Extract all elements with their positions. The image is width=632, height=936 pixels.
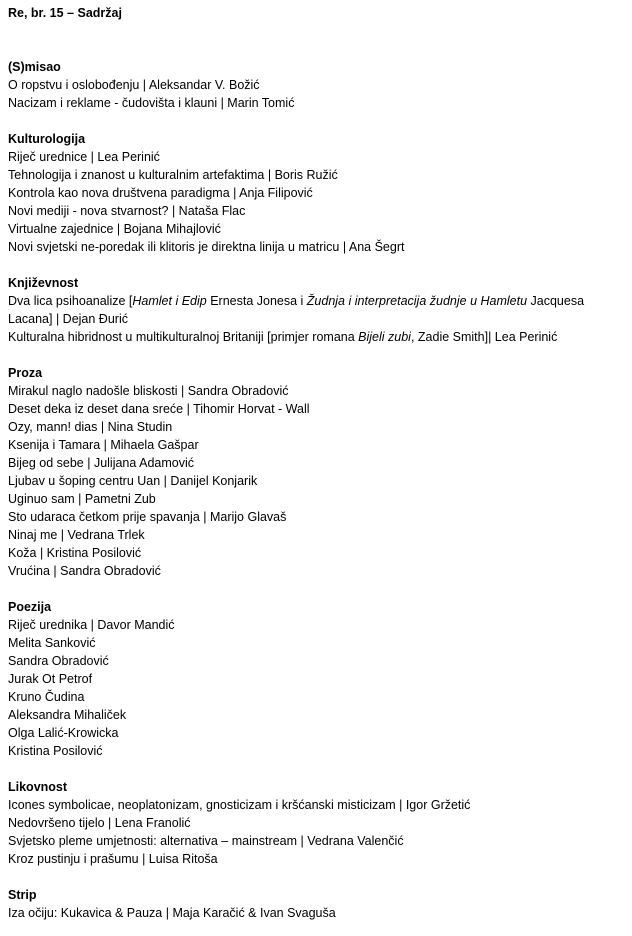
section-heading: Likovnost [8,780,68,794]
contents-entry: Riječ urednice | Lea Perinić [8,150,160,164]
contents-entry: Novi mediji - nova stvarnost? | Nataša Flac [8,204,246,218]
contents-entry: Mirakul naglo nadošle bliskosti | Sandra Obradović [8,384,289,398]
contents-entry [8,292,593,328]
contents-entry: Kroz pustinju i prašumu | Luisa Ritoša [8,852,218,866]
section-smisao [8,58,624,112]
contents-entry [8,328,624,346]
contents-entry: Aleksandra Mihaliček [8,708,127,722]
contents-entry: Ozy, mann! dias | Nina Studin [8,420,173,434]
contents-entry: Koža | Kristina Posilović [8,546,142,560]
section-heading: Strip [8,888,37,902]
contents-entry: Vrućina | Sandra Obradović [8,564,161,578]
entry-italic-title: Bijeli zubi [358,330,411,344]
contents-entry: Tehnologija i znanost u kulturalnim artefaktima | Boris Ružić [8,168,338,182]
entry-text: Ernesta Jonesa i [206,294,307,308]
section-heading: Književnost [8,276,79,290]
contents-entry: Novi svjetski ne-poredak ili klitoris je direktna linija u matricu | Ana Šegrt [8,240,405,254]
section-kulturologija [8,130,624,256]
entry-text: Jacquesa Lacana] | Dejan Đurić [8,294,585,326]
contents-entry: Nacizam i reklame - čudovišta i klauni | Marin Tomić [8,96,295,110]
contents-entry: Ljubav u šoping centru Uan | Danijel Konjarik [8,474,258,488]
entry-italic-title: Hamlet i Edip [132,294,207,308]
section-strip [8,886,624,922]
contents-entry: Kristina Posilović [8,744,103,758]
contents-entry: Svjetsko pleme umjetnosti: alternativa – mainstream | Vedrana Valenčić [8,834,404,848]
section-proza [8,364,624,580]
contents-entry: Melita Sanković [8,636,96,650]
contents-entry: Kruno Čudina [8,690,85,704]
contents-entry: Ksenija i Tamara | Mihaela Gašpar [8,438,199,452]
contents-entry: Jurak Ot Petrof [8,672,93,686]
section-poezija [8,598,624,760]
section-heading: Kulturologija [8,132,86,146]
title-spacer [8,22,624,58]
section-heading: Poezija [8,600,52,614]
contents-entry: Deset deka iz deset dana sreće | Tihomir Horvat - Wall [8,402,310,416]
section-knjizevnost [8,274,624,346]
entry-text: Dva lica psihoanalize [ [8,294,133,308]
section-likovnost [8,778,624,868]
entry-italic-title: Žudnja i interpretacija žudnje u Hamletu [306,294,528,308]
contents-entry: Kontrola kao nova društvena paradigma | Anja Filipović [8,186,313,200]
contents-entry: Sandra Obradović [8,654,109,668]
section-heading: (S)misao [8,60,61,74]
contents-entry: Olga Lalić-Krowicka [8,726,119,740]
entry-text: , Zadie Smith]| Lea Perinić [410,330,558,344]
contents-entry: Virtualne zajednice | Bojana Mihajlović [8,222,221,236]
document-title: Re, br. 15 – Sadržaj [8,6,122,20]
contents-entry: O ropstvu i oslobođenju | Aleksandar V. Božić [8,78,260,92]
section-heading: Proza [8,366,43,380]
contents-entry: Riječ urednika | Davor Mandić [8,618,175,632]
contents-entry: Bijeg od sebe | Julijana Adamović [8,456,194,470]
entry-text: Kulturalna hibridnost u multikulturalnoj Britaniji [primjer romana [8,330,359,344]
contents-entry: Sto udaraca četkom prije spavanja | Marijo Glavaš [8,510,287,524]
contents-entry: Ninaj me | Vedrana Trlek [8,528,145,542]
contents-entry: Nedovršeno tijelo | Lena Franolić [8,816,191,830]
contents-entry: Iza očiju: Kukavica & Pauza | Maja Karačić & Ivan Svaguša [8,906,336,920]
contents-entry: Uginuo sam | Pametni Zub [8,492,156,506]
contents-entry: Icones symbolicae, neoplatonizam, gnosticizam i kršćanski misticizam | Igor Gržetić [8,798,471,812]
